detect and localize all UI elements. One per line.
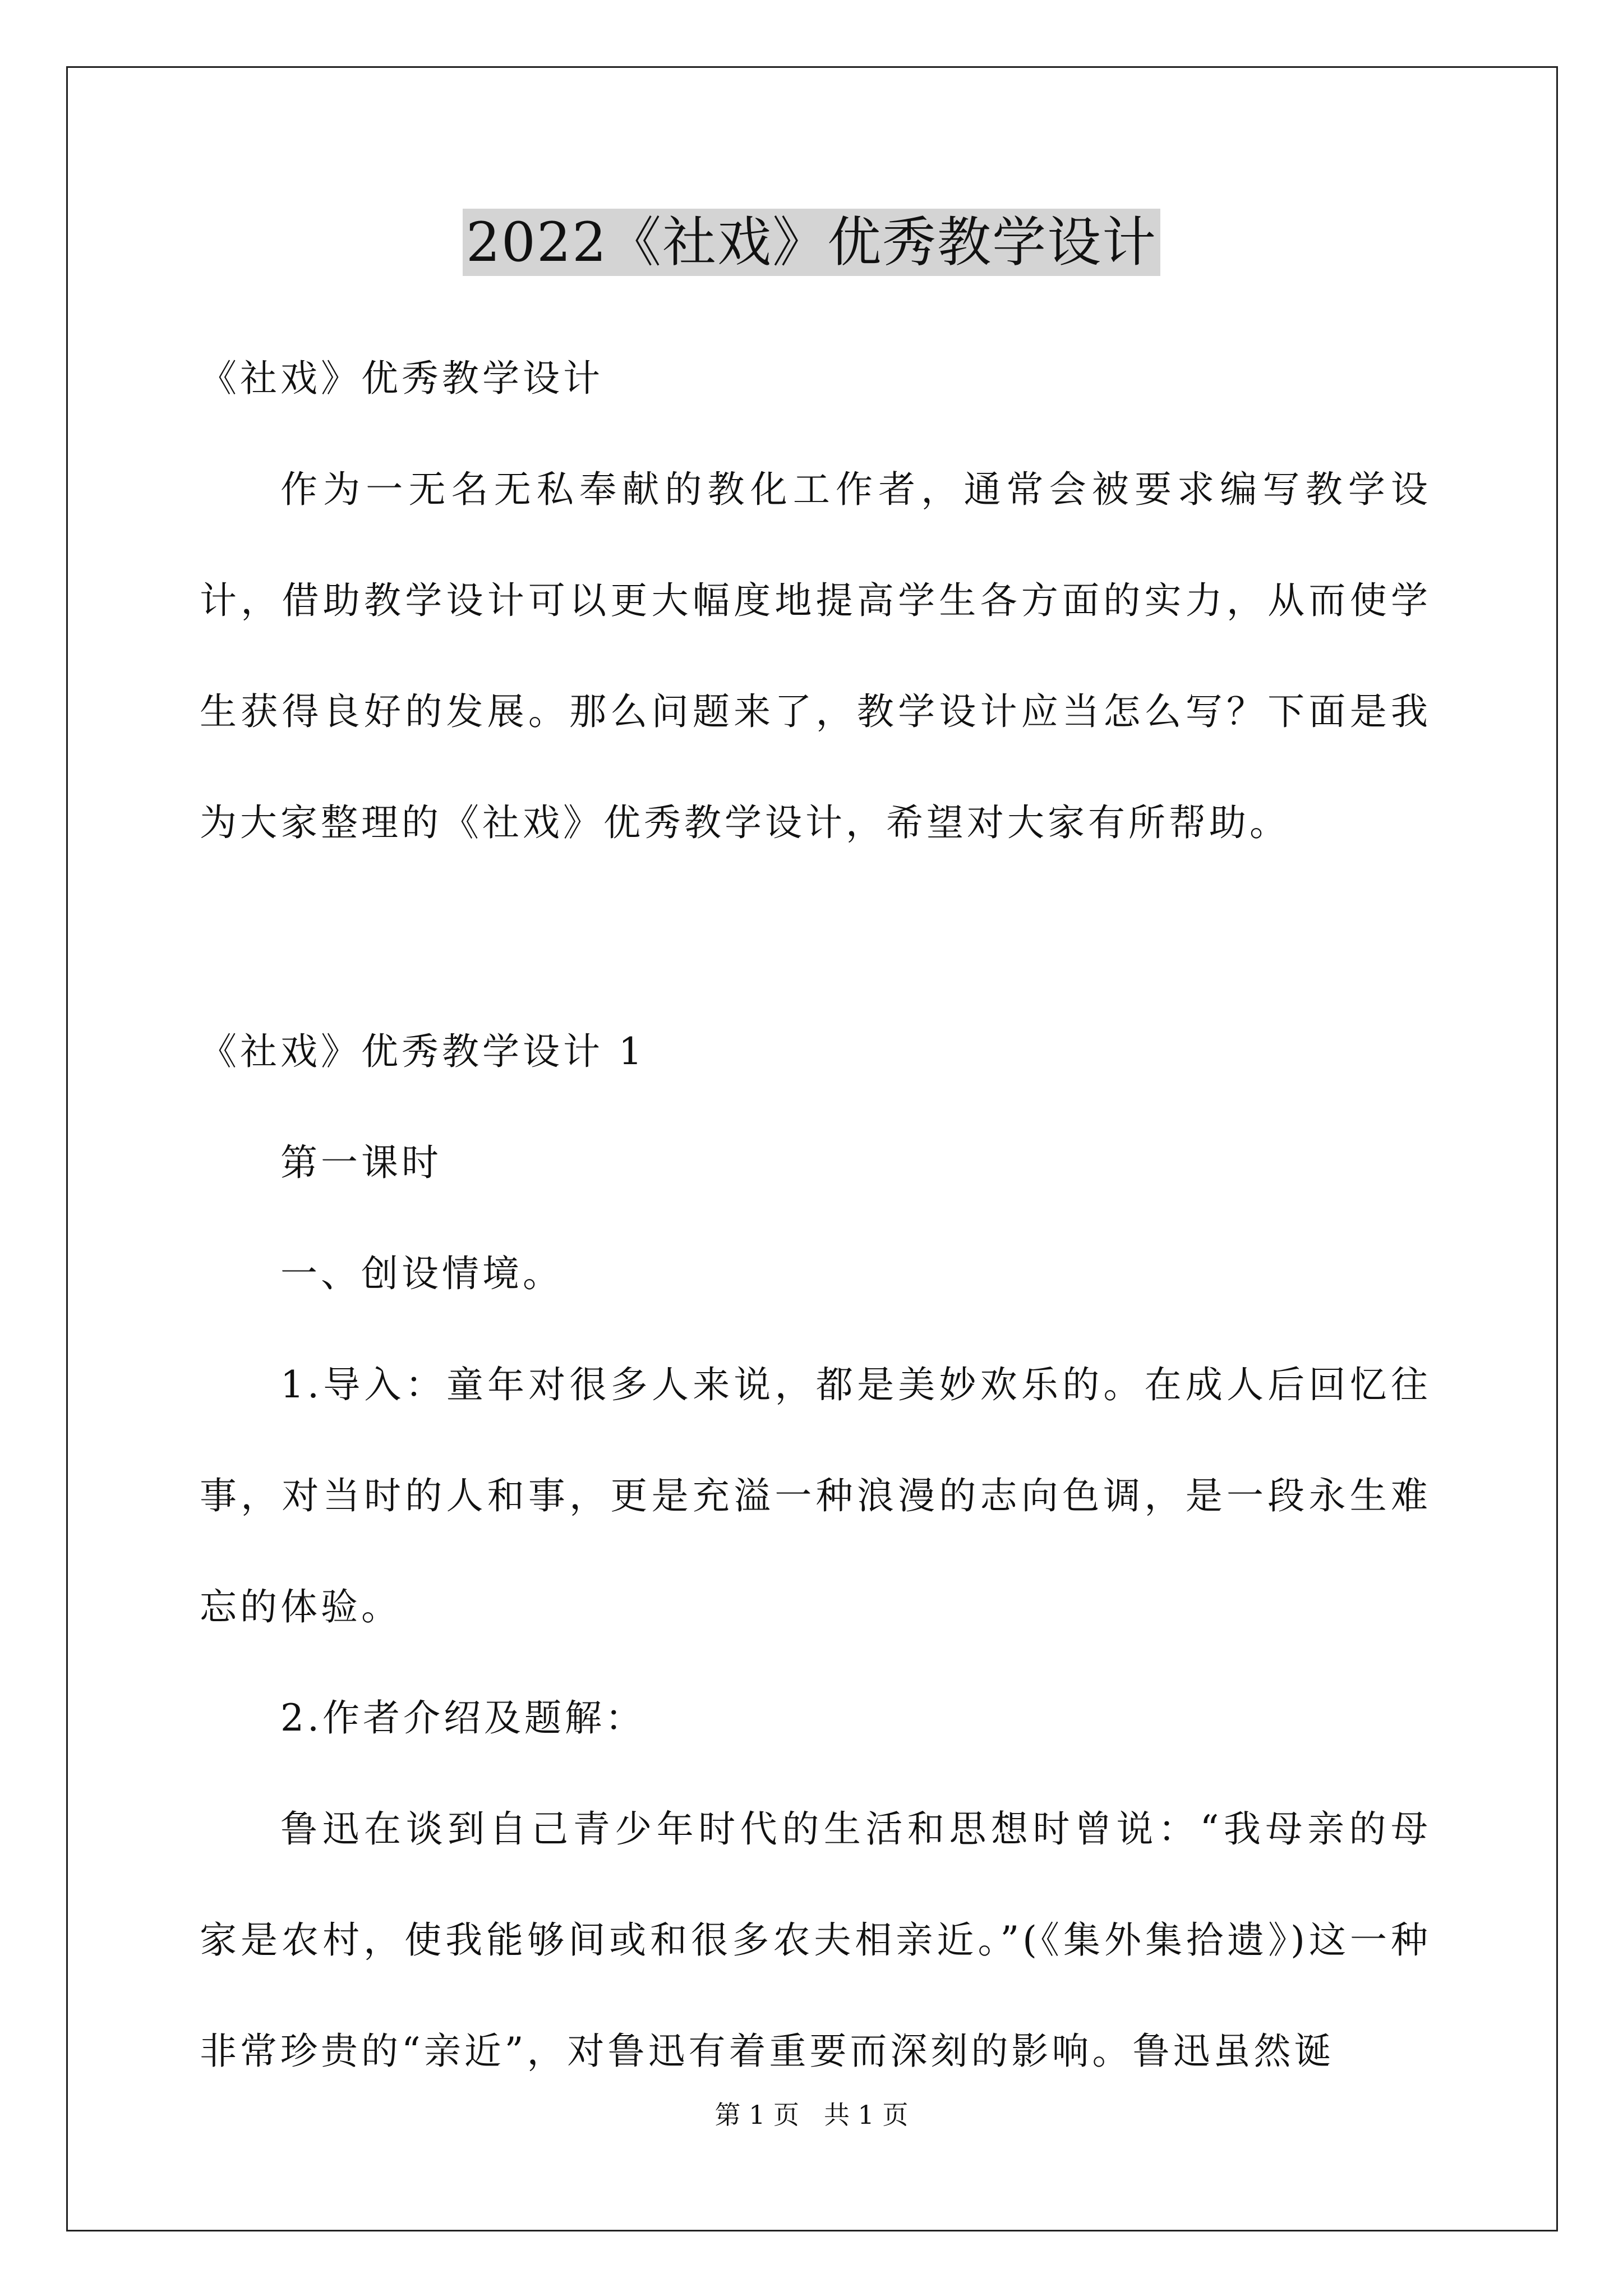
body-paragraph: 鲁迅在谈到自己青少年时代的生活和思想时曾说：“我母亲的母家是农村，使我能够间或和很多农夫相亲近。”(《集外集拾遗》)这一种非常珍贵的“亲近”，对鲁迅有着重要而深刻的影响。鲁迅虽然诞: [200, 1807, 1431, 2073]
intro-paragraph: 作为一无名无私奉献的教化工作者，通常会被要求编写教学设计，借助教学设计可以更大幅度地提高学生各方面的实力，从而使学生获得良好的发展。那么问题来了，教学设计应当怎么写？下面是我为大家整理的《社戏》优秀教学设计，希望对大家有所帮助。: [200, 468, 1431, 844]
document-title-text: 2022《社戏》优秀教学设计: [463, 209, 1160, 276]
item-introduction: 1.导入：童年对很多人来说，都是美妙欢乐的。在成人后回忆往事，对当时的人和事，更是充溢一种浪漫的志向色调，是一段永生难忘的体验。: [200, 1363, 1431, 1628]
section-heading: 《社戏》优秀教学设计 1: [200, 1030, 645, 1073]
intro-section: [200, 323, 1431, 878]
lesson-label: 第一课时: [280, 1141, 442, 1184]
step-heading: 一、创设情境。: [280, 1252, 563, 1295]
page-total: 共 1 页: [823, 2100, 909, 2130]
document-title: [0, 209, 1623, 276]
item-author-intro: 2.作者介绍及题解：: [280, 1696, 645, 1740]
intro-subtitle: 《社戏》优秀教学设计: [200, 357, 603, 400]
page-footer: [0, 2098, 1623, 2132]
design-section-1: [200, 996, 1431, 2107]
page-number: 第 1 页: [714, 2100, 800, 2130]
